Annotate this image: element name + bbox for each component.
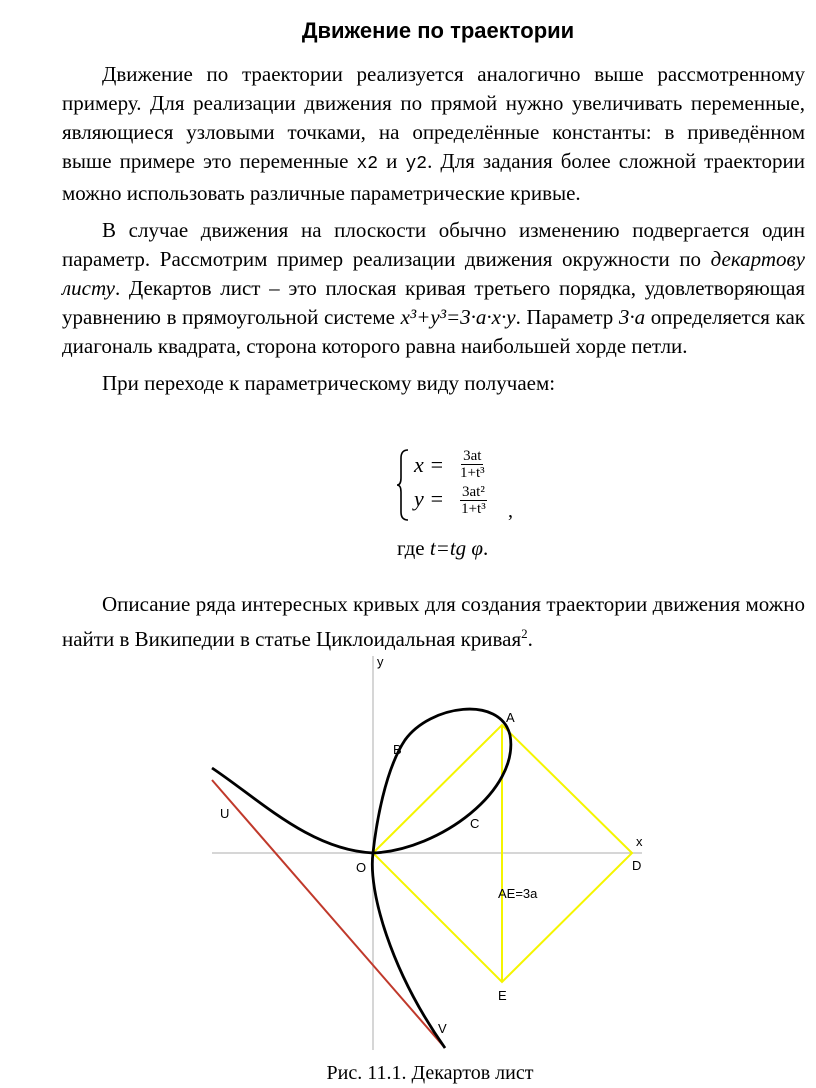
formula-x-den: 1+t³ — [460, 465, 485, 481]
p1-after: . Для задания более сложной траектории можно использовать различные параметрические кривые. — [62, 149, 806, 205]
where-prefix: где — [397, 536, 430, 560]
label-o: O — [356, 860, 367, 875]
var-y2: y2 — [405, 154, 428, 174]
p2-text4: определяется как диагональ квадрата, сторона которого равна наибольшей хорде петли. — [62, 305, 805, 358]
formula-y-frac — [460, 484, 487, 517]
parametric-formula — [396, 448, 536, 522]
p4-end: . — [527, 627, 533, 651]
where-expr: t=tg φ — [429, 536, 484, 560]
folium-diagram — [200, 650, 660, 1050]
label-u: U — [220, 806, 230, 821]
p2-text3: . Параметр — [515, 305, 619, 329]
page-title: Движение по траектории — [301, 18, 575, 43]
formula-x-frac — [460, 448, 485, 481]
p1-before: Движение по траектории реализуется аналогично выше рассмотренному примеру. Для реализации движения по прямой нужно увеличивать переменные, являющиеся узловыми точками, на определённые константы: в приведённом выше примере это переменные — [62, 62, 805, 173]
p2-equation: x³+y³=3·a·x·y — [400, 305, 516, 329]
p2-before: В случае движения на плоскости обычно изменению подвергается один параметр. Рассмотрим пример реализации движения окружности по — [62, 218, 805, 271]
label-b: B — [393, 742, 402, 757]
label-d: D — [632, 858, 642, 873]
p2-text2: . Декартов лист – это плоская кривая третьего порядка, удовлетворяющая уравнению в прямоугольной системе — [62, 276, 805, 329]
where-suffix: . — [483, 536, 489, 560]
asymptote-line — [212, 780, 445, 1048]
figure-caption: Рис. 11.1. Декартов лист — [326, 1062, 534, 1084]
paragraph-1 — [62, 60, 805, 208]
paragraph-2 — [62, 216, 805, 361]
brace-icon — [396, 448, 410, 522]
label-e: E — [498, 988, 507, 1003]
p1-mid: и — [378, 149, 406, 173]
p2-param: 3·a — [618, 305, 646, 329]
formula-y-num: 3at² — [462, 484, 485, 500]
paragraph-4 — [62, 590, 805, 654]
body-text-2 — [62, 590, 805, 654]
formula-x-lhs: x = — [414, 452, 445, 477]
formula-y-lhs: y = — [414, 486, 445, 511]
label-y: y — [377, 654, 384, 669]
figure-folium — [200, 650, 660, 1050]
p4-text: Описание ряда интересных кривых для создания траектории движения можно найти в Википедии в статье Циклоидальная кривая — [62, 592, 805, 651]
body-text — [62, 60, 805, 398]
label-x: x — [636, 834, 643, 849]
label-a: A — [506, 710, 515, 725]
footnote-ref: 2 — [521, 626, 528, 641]
label-c: C — [470, 816, 480, 831]
formula-trailing-comma: , — [508, 500, 513, 522]
where-line — [397, 536, 488, 561]
p2-italic-term: декартову листу — [62, 247, 805, 300]
paragraph-3: При переходе к параметрическому виду получаем: — [102, 371, 556, 395]
label-ae: AE=3a — [498, 886, 538, 901]
formula-x-num: 3at — [463, 448, 482, 464]
formula-y-den: 1+t³ — [461, 501, 486, 517]
label-v: V — [438, 1021, 447, 1036]
var-x2: x2 — [356, 154, 379, 174]
